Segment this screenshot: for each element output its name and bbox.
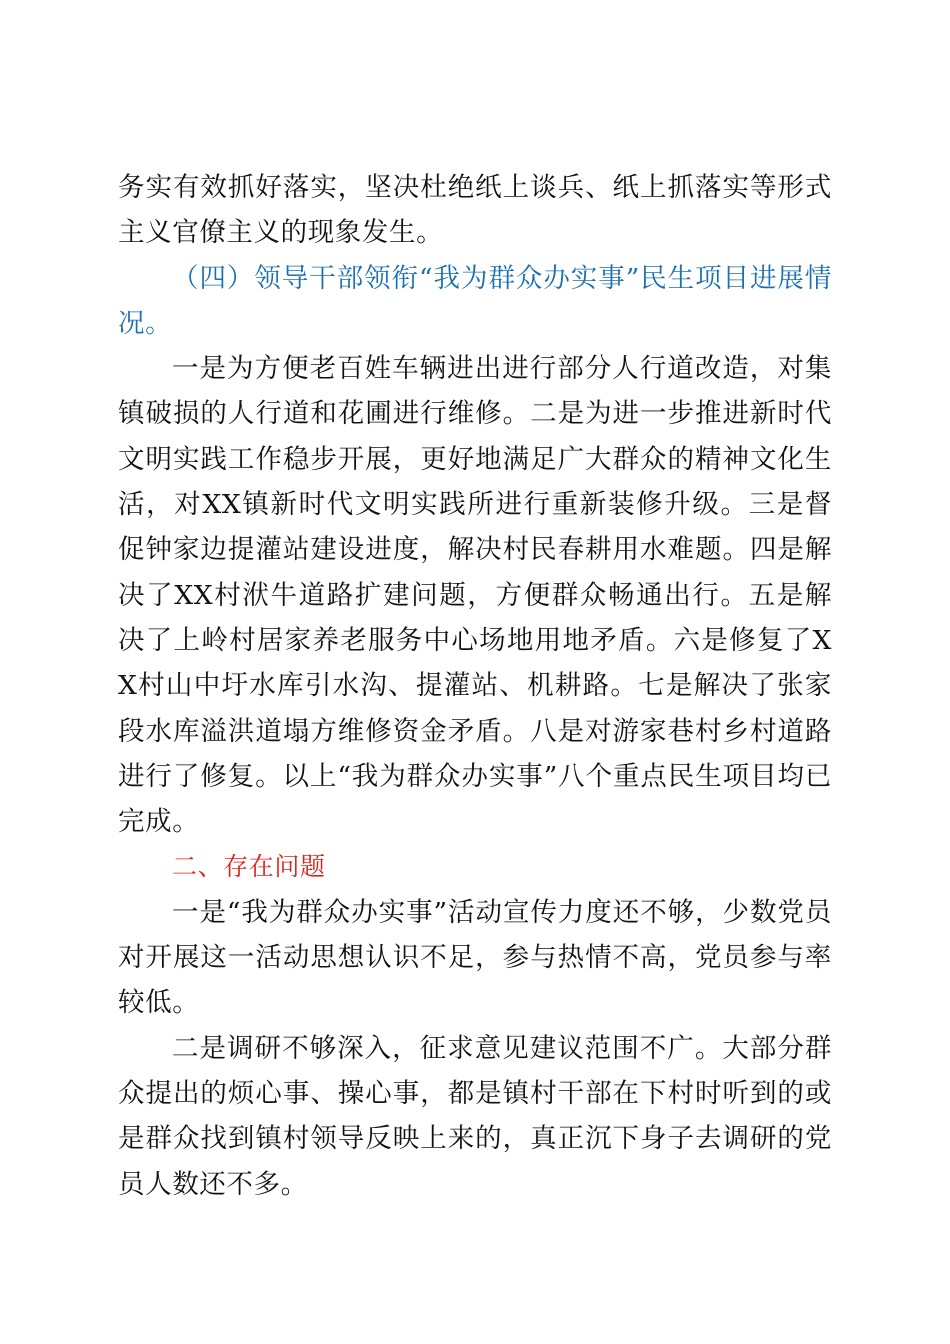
paragraph-projects: 一是为方便老百姓车辆进出进行部分人行道改造，对集镇破损的人行道和花圃进行维修。二是为进一步推进新时代文明实践工作稳步开展，更好地满足广大群众的精神文化生活，对XX镇新时代文明实践所进行重新装修升级。三是督促钟家边提灌站建设进度，解决村民春耕用水难题。四是解决了XX村洑牛道路扩建问题，方便群众畅通出行。五是解决了上岭村居家养老服务中心场地用地矛盾。六是修复了XX村山中圩水库引水沟、提灌站、机耕路。七是解决了张家段水库溢洪道塌方维修资金矛盾。八是对游家巷村乡村道路进行了修复。以上“我为群众办实事”八个重点民生项目均已完成。 bbox=[118, 353, 832, 838]
paragraph-continuation: 务实有效抓好落实，坚决杜绝纸上谈兵、纸上抓落实等形式主义官僚主义的现象发生。 bbox=[118, 172, 832, 249]
paragraph-problem-2: 二是调研不够深入，征求意见建议范围不广。大部分群众提出的烦心事、操心事，都是镇村干部在下村时听到的或是群众找到镇村领导反映上来的，真正沉下身子去调研的党员人数还不多。 bbox=[118, 1032, 832, 1200]
paragraph-problem-1: 一是“我为群众办实事”活动宣传力度还不够，少数党员对开展这一活动思想认识不足，参与热情不高，党员参与率较低。 bbox=[118, 896, 832, 1019]
section-title-problems: 二、存在问题 bbox=[172, 852, 326, 882]
subheading-project-progress: （四）领导干部领衔“我为群众办实事”民生项目进展情况。 bbox=[118, 262, 832, 339]
document-page bbox=[118, 165, 832, 1207]
